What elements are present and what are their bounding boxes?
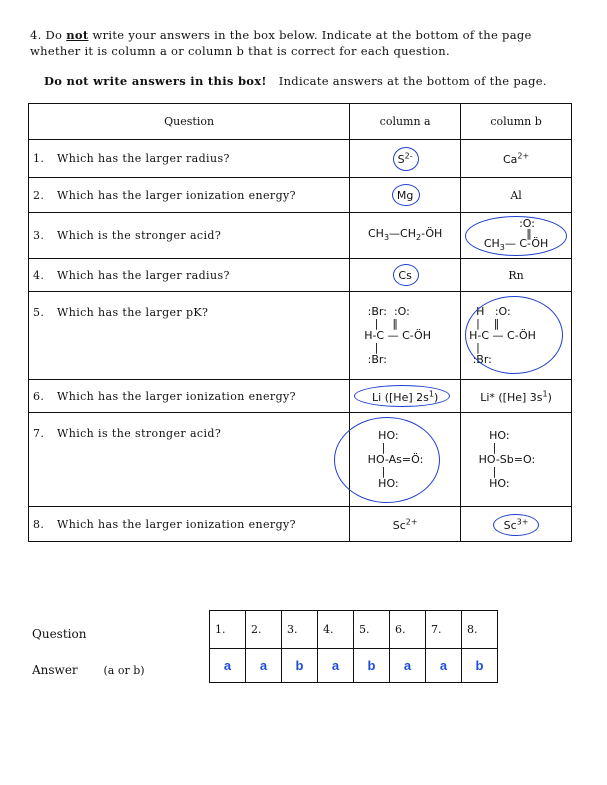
header-column-b: column b [461, 104, 572, 140]
answer-circle [393, 147, 419, 171]
answer-cell-2[interactable]: a [246, 649, 282, 683]
row8-column-b: $Sc^{3+}$ [461, 507, 572, 542]
row7-column-b: HO: | HO-Sb=O: | HO: [461, 413, 572, 507]
table-row: 3. Which is the stronger acid? $CH_3—CH_2-ÖH$ :O: ‖ $CH_3—$ C-ÖH [29, 213, 572, 259]
answer-number: 5. [354, 611, 390, 649]
answer-cell-5[interactable]: b [354, 649, 390, 683]
table-row: 4. Which has the larger radius? Cs Rn [29, 259, 572, 292]
answer-grid [209, 610, 498, 683]
answer-number: 3. [282, 611, 318, 649]
answer-number: 2. [246, 611, 282, 649]
answer-number: 4. [318, 611, 354, 649]
instructions [30, 27, 575, 59]
table-row: 5. Which has the larger pK? :Br: :O: | ‖ H-C — C-ÖH | :Br: H :O: | ‖ H-C — C-ÖH | :Br: [29, 292, 572, 380]
table-row: 6. Which has the larger ionization energy? Li ([He] $2s^1$) Li* ([He] $3s^1$) [29, 380, 572, 413]
row1-column-a: $S^{2-}$ [350, 140, 461, 178]
table-row: 1. Which has the larger radius? $S^{2-}$ $Ca^{2+}$ [29, 140, 572, 178]
row8-column-a: $Sc^{2+}$ [350, 507, 461, 542]
answer-number: 1. [210, 611, 246, 649]
answer-circle [354, 385, 450, 407]
answer-value-row [210, 649, 498, 683]
row6-column-b: Li* ([He] $3s^1$) [461, 380, 572, 413]
box-note: Do not write answers in this box! Indicate answers at the bottom of the page. [44, 74, 547, 88]
answer-cell-7[interactable]: a [426, 649, 462, 683]
answer-label-row [32, 663, 145, 677]
row4-column-b: Rn [461, 259, 572, 292]
answer-circle [393, 264, 419, 286]
answer-circle [334, 417, 440, 503]
answer-circle [392, 184, 420, 206]
row6-column-a: Li ([He] $2s^1$) [350, 380, 461, 413]
answer-circle [465, 296, 563, 374]
answer-circle [465, 216, 567, 256]
answer-question-label: Question [32, 627, 87, 641]
not-emphasis: not [66, 28, 89, 42]
answer-cell-6[interactable]: a [390, 649, 426, 683]
answer-label: Answer [32, 663, 78, 677]
row5-column-b: H :O: | ‖ H-C — C-ÖH | :Br: [461, 292, 572, 380]
header-question: Question [29, 104, 350, 140]
row2-column-b: Al [461, 178, 572, 213]
answer-number-row [210, 611, 498, 649]
row5-column-a: :Br: :O: | ‖ H-C — C-ÖH | :Br: [350, 292, 461, 380]
answer-cell-4[interactable]: a [318, 649, 354, 683]
instruction-line-1: 4. Do not write your answers in the box below. Indicate at the bottom of the page [30, 28, 532, 42]
answer-cell-3[interactable]: b [282, 649, 318, 683]
answer-number: 8. [462, 611, 498, 649]
question-table [28, 103, 572, 542]
answer-number: 6. [390, 611, 426, 649]
answer-hint: (a or b) [103, 664, 145, 677]
table-row: 8. Which has the larger ionization energy? $Sc^{2+}$ $Sc^{3+}$ [29, 507, 572, 542]
table-header-row [29, 104, 572, 140]
row3-column-b: :O: ‖ $CH_3—$ C-ÖH [461, 213, 572, 259]
row4-column-a: Cs [350, 259, 461, 292]
row1-column-b: $Ca^{2+}$ [461, 140, 572, 178]
answer-cell-1[interactable]: a [210, 649, 246, 683]
row3-column-a: $CH_3—CH_2-ÖH$ [350, 213, 461, 259]
answer-cell-8[interactable]: b [462, 649, 498, 683]
instruction-line-2: whether it is column a or column b that is correct for each question. [30, 44, 450, 58]
row2-column-a: Mg [350, 178, 461, 213]
table-row: 7. Which is the stronger acid? HO: | HO-As=Ö: | HO: HO: | HO-Sb=O: | HO: [29, 413, 572, 507]
table-row: 2. Which has the larger ionization energy? Mg Al [29, 178, 572, 213]
answer-circle [493, 514, 539, 536]
header-column-a: column a [350, 104, 461, 140]
row7-column-a: HO: | HO-As=Ö: | HO: [350, 413, 461, 507]
answer-number: 7. [426, 611, 462, 649]
